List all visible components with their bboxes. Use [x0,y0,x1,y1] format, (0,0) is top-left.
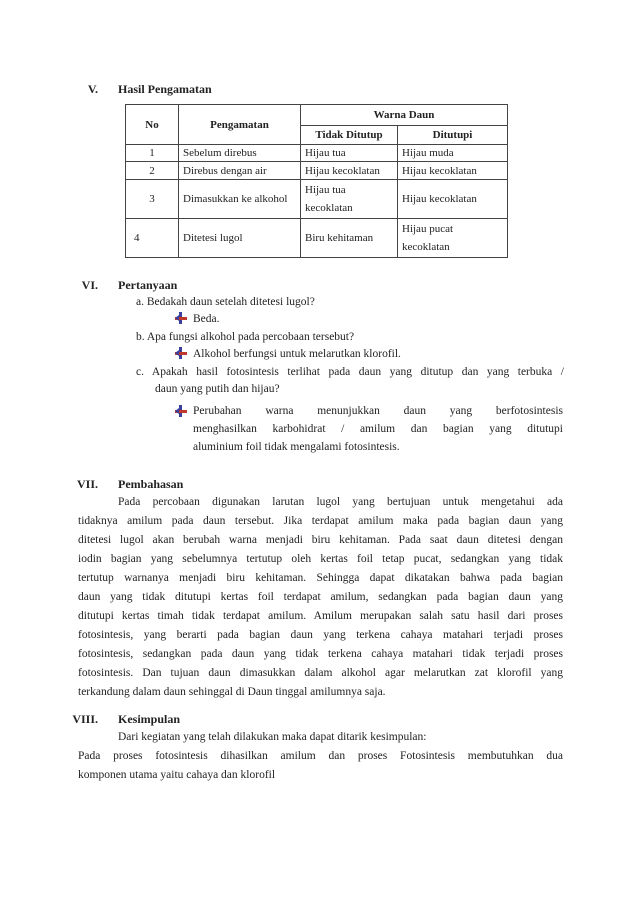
answer-c-line3: aluminium foil tidak mengalami fotosintesis. [193,441,400,453]
col-header-no: No [126,105,179,145]
question-c-line2: daun yang putih dan hijau? [155,383,280,395]
pembahasan-line: tidaknya amilum pada daun tersebut. Jika terdapat amilum maka pada bagian daun yang [78,515,563,527]
cell-pengamatan: Ditetesi lugol [179,219,301,258]
answer-a: Beda. [193,313,220,325]
cell-ditutupi: Hijau pucat kecoklatan [398,219,508,258]
cell-pengamatan: Direbus dengan air [179,162,301,180]
col-header-warna-daun: Warna Daun [301,105,508,126]
pembahasan-line: fotosintesis, sedangkan pada daun yang tidak terkena cahaya matahari tidak terjadi proses [78,648,563,660]
section-v-title: Hasil Pengamatan [118,82,212,96]
cell-ditutupi: Hijau kecoklatan [398,162,508,180]
cell-no: 1 [126,145,179,162]
question-a: a. Bedakah daun setelah ditetesi lugol? [136,296,315,308]
arrow-bullet-icon [175,347,187,359]
pembahasan-line: tertutup warnanya menjadi biru kehitaman. Sehingga dapat dikatakan bahwa pada bagian [78,572,563,584]
pembahasan-line: fotosintesis, yang berarti pada bagian daun yang terkena cahaya matahari terjadi proses [78,629,563,641]
section-vii-number: VII. [76,477,98,491]
pembahasan-line: terkandung dalam daun sehinggal di Daun tinggal amilumnya saja. [78,686,386,698]
section-viii-title: Kesimpulan [118,712,181,726]
cell-ditutupi: Hijau kecoklatan [398,180,508,219]
pembahasan-line: ditutupi kertas timah tidak terdapat amilum. Amilum merupakan salah satu hasil dari proses [78,610,563,622]
table-row [126,162,508,180]
table-row [126,180,508,219]
kesimpulan-line: Pada proses fotosintesis dihasilkan amilum dan proses Fotosintesis membutuhkan dua [78,750,563,762]
cell-tidak-ditutup: Hijau kecoklatan [301,162,398,180]
kesimpulan-line: Dari kegiatan yang telah dilakukan maka dapat ditarik kesimpulan: [118,731,427,743]
col-header-ditutupi: Ditutupi [398,126,508,145]
cell-no: 3 [126,180,179,219]
pembahasan-line: fotosintesis. Dan tujuan daun dimasukkan dalam alkohol agar melarutkan zat klorofil yang [78,667,563,679]
section-viii-number: VIII. [72,712,98,726]
section-v-number: V. [87,82,98,96]
col-header-pengamatan: Pengamatan [179,105,301,145]
arrow-bullet-icon [175,312,187,324]
arrow-bullet-icon [175,405,187,417]
observation-table [125,104,508,258]
kesimpulan-line: komponen utama yaitu cahaya dan klorofil [78,769,276,781]
cell-pengamatan: Dimasukkan ke alkohol [179,180,301,219]
cell-tidak-ditutup: Hijau tua kecoklatan [301,180,398,219]
cell-ditutupi: Hijau muda [398,145,508,162]
cell-tidak-ditutup: Hijau tua [301,145,398,162]
pembahasan-line: ditetesi lugol akan berubah warna menjadi biru kehitaman. Pada saat daun ditetesi dengan [78,534,563,546]
answer-c-line2: menghasilkan karbohidrat / amilum dan bagian yang ditutupi [193,423,563,435]
answer-c-line1: Perubahan warna menunjukkan daun yang berfotosintesis [193,405,563,417]
pembahasan-line: Pada percobaan digunakan larutan lugol yang bertujuan untuk mengetahui ada [118,496,563,508]
col-header-tidak-ditutup: Tidak Ditutup [301,126,398,145]
cell-tidak-ditutup: Biru kehitaman [301,219,398,258]
answer-b: Alkohol berfungsi untuk melarutkan klorofil. [193,348,401,360]
table-row [126,219,508,258]
pembahasan-line: daun yang tidak ditutupi kertas foil terdapat amilum, sedangkan pada bagian daun yang [78,591,563,603]
table-row [126,145,508,162]
section-vi-title: Pertanyaan [118,278,178,292]
question-b: b. Apa fungsi alkohol pada percobaan tersebut? [136,331,355,343]
cell-no: 2 [126,162,179,180]
cell-no: 4 [126,219,179,258]
question-c-line1: c. Apakah hasil fotosintesis terlihat pada daun yang ditutup dan yang terbuka / [136,366,564,378]
cell-pengamatan: Sebelum direbus [179,145,301,162]
pembahasan-line: iodin bagian yang sebelumnya tertutup oleh kertas foil tetap pucat, sedangkan yang tidak [78,553,563,565]
section-vi-number: VI. [81,278,98,292]
section-vii-title: Pembahasan [118,477,184,491]
